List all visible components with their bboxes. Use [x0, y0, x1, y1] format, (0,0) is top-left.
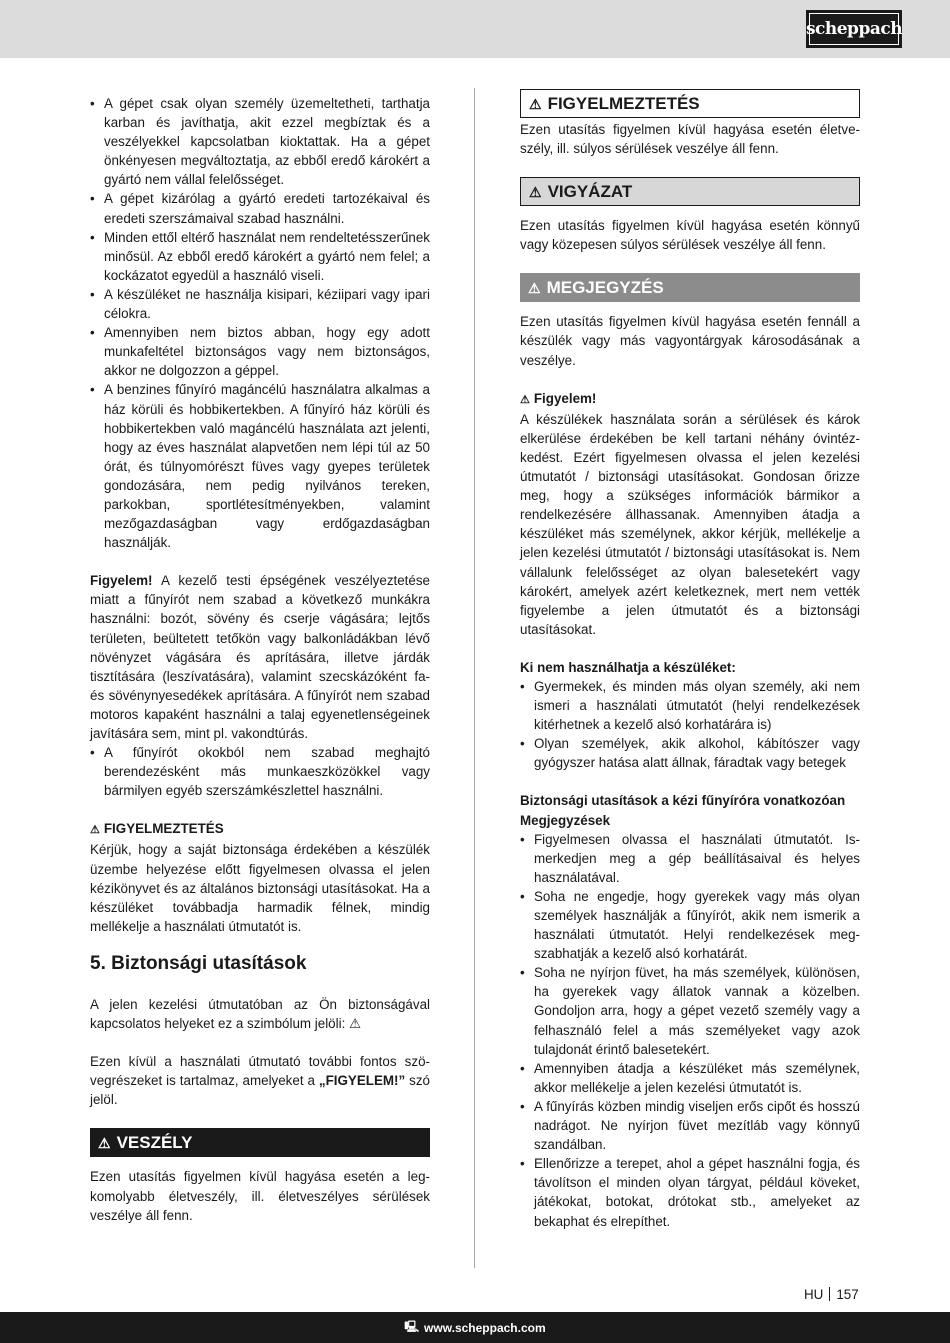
warning-triangle-icon: ⚠	[90, 824, 100, 837]
column-divider	[474, 88, 475, 1268]
page-number	[804, 1287, 859, 1302]
warning-triangle-icon: ⚠	[520, 393, 530, 406]
website-link[interactable]: www.scheppach.com	[424, 1320, 546, 1335]
restriction-list	[90, 743, 430, 800]
list-item: • Amennyiben átadja a készüléket más személynek, akkor mellékelje a jelen kezelési útmutatót is.	[520, 1059, 860, 1097]
caution-label: VIGYÁZAT	[547, 182, 633, 202]
warning-triangle-icon: ⚠	[529, 95, 542, 112]
who-list	[520, 677, 860, 772]
note-label: MEGJEGYZÉS	[546, 278, 664, 298]
attention-paragraph	[90, 571, 430, 743]
list-item: • A készüléket ne használja kisipari, kéziipari vagy ipari célokra.	[90, 285, 430, 323]
list-item: • Ellenőrizze a terepet, ahol a gépet használni fogja, és távolítson el minden olyan tárgyat, például köveket, játékokat, botokat, drótokat stb., amelyeket az bekaphat és elrepíthet.	[520, 1154, 860, 1230]
computer-icon: 🖳	[404, 1321, 420, 1333]
caution-banner	[520, 177, 860, 206]
intro-paragraph-2: Ezen kívül a használati útmutató további fontos szövegrészeket is tartalmaz, amelyeket a „FIGYELEM!” szó jelöl.	[90, 1054, 430, 1108]
notes-heading: Megjegyzések	[520, 812, 611, 828]
list-item: • Figyelmesen olvassa el használati útmutatót. Ismerkedjen meg a gép beállításaival és helyes használatával.	[520, 830, 860, 887]
warning-paragraph: Kérjük, hogy a saját biztonsága érdekében a készülék üzembe helyezése előtt figyelmesen olvassa el jelen kézikönyvet és az általános biztonsági utasításokat. Ha a készüléket továbbadja harmadik félnek, mindig mellékelje a használati útmutatót is.	[90, 842, 430, 934]
language-code: HU	[804, 1287, 824, 1302]
list-item: • A gépet csak olyan személy üzemeltetheti, tarthatja karban és javíthatja, akit ezzel megbíztak és a veszélyekkel kapcsolatban kioktattak. Ha a gépet önkényesen megváltoztatja, az ebből eredő károkért a gyártó nem vállal felelősséget.	[90, 94, 430, 189]
warning-triangle-icon: ⚠	[528, 279, 541, 296]
list-item: • Amennyiben nem biztos abban, hogy egy adott munkafeltétel biztonságos vagy nem biztonságos, akkor ne dolgozzon a géppel.	[90, 323, 430, 380]
warning-triangle-icon: ⚠	[349, 1016, 362, 1032]
right-column	[520, 89, 860, 1231]
list-item: • A fűnyírót okokból nem szabad meghajtó berendezésként más munkaeszközökkel vagy bármilyen egyéb szerszámkészlettel használni.	[90, 743, 430, 800]
warning-heading-small: ⚠ FIGYELMEZTETÉS	[90, 821, 224, 837]
list-item: • A benzines fűnyíró magáncélú használatra alkalmas a ház körüli és hobbikertekben. A fűnyíró ház körüli és hobbikertekben való magáncélú használata azt jelenti, hogy az éves használat alapvetően nem lépi túl az 50 órát, és túlnyomórészt füves vagy gyepes területek gondozására, nem pedig nyilvános tereken, parkokban, sportlétesítményekben, valamint mezőgazdaságban vagy erdőgazdaságban használják.	[90, 380, 430, 552]
warning-label: FIGYELMEZTETÉS	[547, 93, 700, 113]
section-title: 5. Biztonsági utasítások	[90, 952, 307, 974]
warning-triangle-icon: ⚠	[98, 1134, 111, 1151]
who-heading: Ki nem használhatja a készüléket:	[520, 659, 736, 675]
note-banner	[520, 273, 860, 302]
attention-heading: ⚠ Figyelem!	[520, 390, 597, 406]
attention-text: A kezelő testi épségének veszélyeztetése miatt a fűnyírót nem szabad a következő munkákra használni: bozót, sövény és cserje vágására; lejtős területen, beültetett tetőkön vagy balkonládákban lévő növényzet vágására és aprítására, illetve járdák tisztítására (leszívatására), valamint szecskázóként fa- és sövénynyesedékek aprítására. A fűnyírót nem szabad motoros kapaként használni a talaj egyenetlenségeinek javítására sem, mint pl. vakondtúrás.	[90, 573, 430, 741]
notes-list	[520, 830, 860, 1231]
page-number-value: 157	[836, 1287, 859, 1302]
note-paragraph: Ezen utasítás figyelmen kívül hagyása esetén fennáll a készülék vagy más vagyontárgyak károsodásának a veszélye.	[520, 314, 860, 368]
attention-paragraph: A készülékek használata során a sérülések és károk elkerülése érdekében be kell tartani néhány óvintézkedést. Ezért figyelmesen olvassa el jelen kezelési útmutatót / biztonsági utasításokat. Gondosan őrizze meg, hogy a szükséges információk bármikor a rendelkezésére állhassanak. Amennyiben átadja a készüléket más személynek, akkor kérjük, mellékelje a jelen kezelési útmutatót / biztonsági utasításokat is. Nem vállalunk felelősséget az olyan balesetekért vagy károkért, amelyek azért keletkeznek, mert nem vették figyelembe a jelen útmutatót és a biztonsági utasításokat.	[520, 411, 860, 637]
intended-use-list	[90, 94, 430, 552]
list-item: • A fűnyírás közben mindig viseljen erős cipőt és hosszú nadrágot. Ne nyírjon füvet mezítláb vagy könnyű szandálban.	[520, 1097, 860, 1154]
caution-paragraph: Ezen utasítás figyelmen kívül hagyása esetén könnyű vagy közepesen súlyos sérülések veszélye áll fenn.	[520, 218, 860, 253]
logo-text: scheppach	[805, 19, 903, 39]
warning-banner	[520, 89, 860, 118]
page-separator	[829, 1287, 830, 1301]
list-item: • A gépet kizárólag a gyártó eredeti tartozékaival és eredeti szerszámaival szabad használni.	[90, 189, 430, 227]
list-item: • Soha ne engedje, hogy gyerekek vagy más olyan személyek használják a fűnyírót, akik nem ismerik a használati útmutatót. Helyi rendelkezések megszabhatják a kezelő alsó korhatárát.	[520, 887, 860, 963]
scheppach-logo	[806, 10, 902, 48]
list-item: • Minden ettől eltérő használat nem rendeltetésszerűnek minősül. Az ebből eredő károkért a gyártó nem felel; a kockázatot egyedül a használó viseli.	[90, 228, 430, 285]
attention-label: Figyelem!	[90, 573, 153, 589]
left-column	[90, 94, 430, 1225]
danger-label: VESZÉLY	[116, 1133, 193, 1153]
list-item: • Olyan személyek, akik alkohol, kábítószer vagy gyógyszer hatása alatt állnak, fáradtak vagy betegek	[520, 734, 860, 772]
warning-paragraph: Ezen utasítás figyelmen kívül hagyása esetén életveszély, ill. súlyos sérülések veszélye áll fenn.	[520, 122, 860, 157]
safety-heading: Biztonsági utasítások a kézi fűnyíróra vonatkozóan	[520, 793, 846, 809]
warning-triangle-icon: ⚠	[529, 183, 542, 200]
list-item: • Gyermekek, és minden más olyan személy, aki nem ismeri a használati útmutatót (helyi rendelkezések kitérhetnek a kezelő alsó korhatárára is)	[520, 677, 860, 734]
footer-band	[0, 1312, 950, 1343]
intro-paragraph: A jelen kezelési útmutatóban az Ön biztonságával kapcsolatos helyeket ez a szimbólum jelöli: ⚠	[90, 996, 430, 1032]
danger-paragraph: Ezen utasítás figyelmen kívül hagyása esetén a legkomolyabb életveszély, ill. életveszélyes sérülések veszélye áll fenn.	[90, 1169, 430, 1223]
danger-banner	[90, 1128, 430, 1157]
list-item: • Soha ne nyírjon füvet, ha más személyek, különösen, ha gyerekek vagy állatok vannak a közelben. Gondoljon arra, hogy a gépet vezető személy vagy a felhasználó felel a más személyeket vagy azok tulajdonát érintő balesetekért.	[520, 963, 860, 1058]
